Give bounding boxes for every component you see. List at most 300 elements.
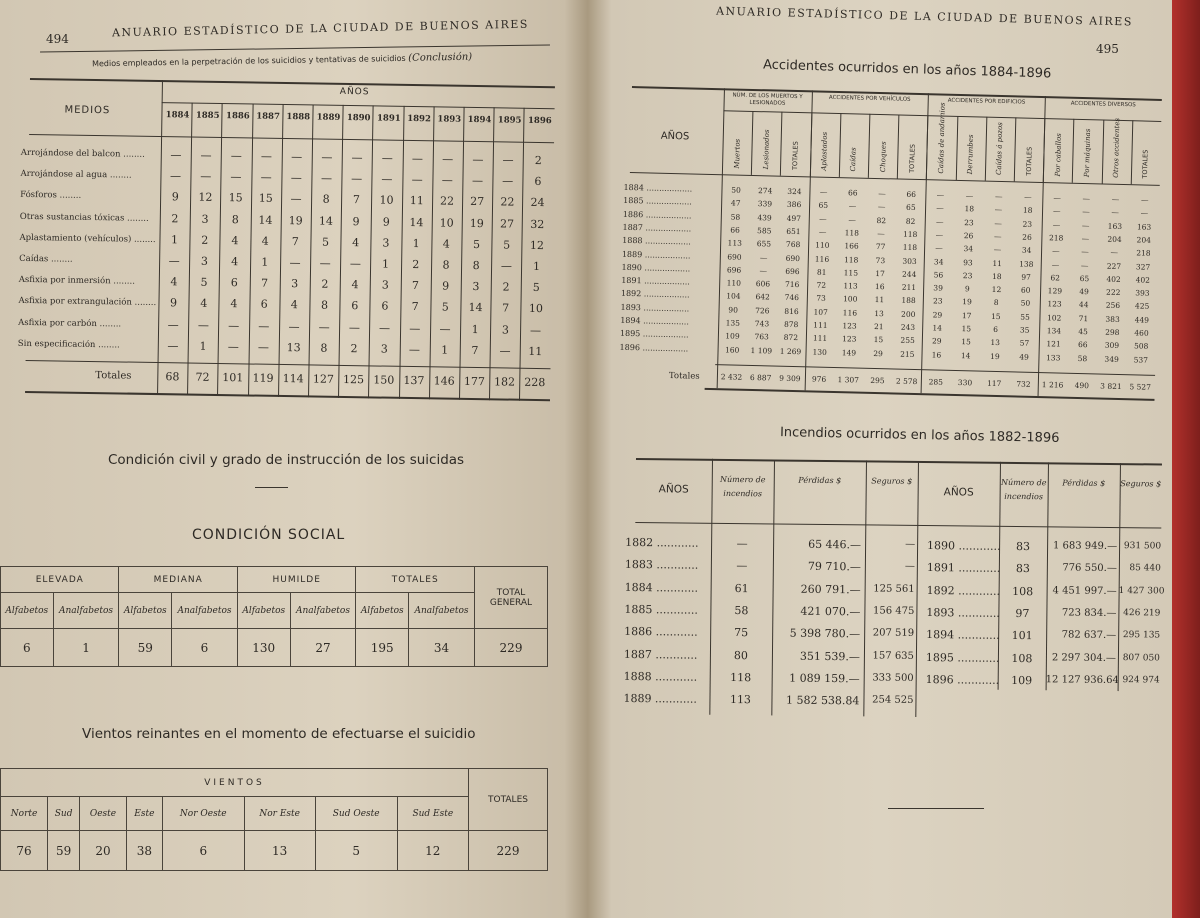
accidentes-cell: 218 bbox=[1136, 248, 1151, 258]
subcol-rule bbox=[809, 112, 812, 176]
accidentes-total-cell: 9 309 bbox=[779, 373, 801, 384]
col-mediana: MEDIANA bbox=[119, 567, 237, 593]
accidentes-year: 1895 .................. bbox=[619, 329, 689, 340]
accidentes-subcolumn-label: Por caballos bbox=[1053, 133, 1063, 177]
accidentes-cell: 726 bbox=[755, 305, 770, 316]
accidentes-cell: 116 bbox=[842, 307, 858, 318]
medios-cell: 14 bbox=[258, 213, 273, 227]
accidentes-cell: 642 bbox=[755, 292, 770, 302]
viento-value: 6 bbox=[162, 831, 244, 871]
medios-cell: 22 bbox=[500, 195, 515, 210]
medios-cell: 1 bbox=[471, 322, 479, 336]
accidentes-cell: 45 bbox=[1078, 326, 1088, 337]
accidentes-cell: 23 bbox=[964, 217, 974, 227]
accidentes-year: 1885 .................. bbox=[623, 196, 692, 207]
accidentes-cell: 73 bbox=[816, 293, 826, 304]
medios-cell: — bbox=[321, 150, 333, 164]
medios-cell: 3 bbox=[201, 212, 209, 226]
medios-cell: 19 bbox=[469, 216, 484, 230]
vientos-totales-header: TOTALES bbox=[469, 769, 548, 831]
col-totales: TOTALES bbox=[356, 567, 475, 593]
accidentes-cell: 77 bbox=[875, 242, 886, 252]
accidentes-cell: 123 bbox=[841, 334, 857, 344]
accidentes-total-cell: 976 bbox=[811, 374, 827, 384]
accidentes-cell: — bbox=[1111, 194, 1120, 204]
year-header: 1885 bbox=[195, 110, 220, 121]
vientos-direction-headers bbox=[1, 797, 548, 831]
medios-cell: 12 bbox=[198, 191, 213, 205]
viento-value: 20 bbox=[80, 831, 127, 871]
vientos-group-header: VIENTOS bbox=[1, 769, 469, 797]
viento-direction: Oeste bbox=[80, 797, 127, 831]
incendios-year: 1894 ............ bbox=[926, 628, 1000, 643]
accidentes-cell: 73 bbox=[875, 255, 886, 265]
accidentes-cell: 243 bbox=[900, 322, 916, 332]
medios-table-title: Medios empleados en la perpetración de los suicidios y tentativas de suicidios (Conclusión) bbox=[91, 51, 473, 69]
accidentes-cell: 34 bbox=[963, 244, 974, 254]
medios-cell: — bbox=[472, 152, 484, 167]
medios-cell: 4 bbox=[261, 234, 269, 248]
medios-cell: 14 bbox=[468, 301, 483, 315]
medios-cell: — bbox=[291, 150, 303, 164]
accidentes-cell: 460 bbox=[1134, 328, 1149, 338]
accidentes-total-cell: 5 527 bbox=[1129, 382, 1152, 392]
incendios-perdidas: 421 070.— bbox=[800, 604, 861, 619]
medios-total-cell: 228 bbox=[524, 375, 546, 390]
accidentes-cell: — bbox=[993, 231, 1002, 241]
year-header: 1890 bbox=[346, 112, 371, 124]
accidentes-cell: — bbox=[818, 227, 827, 237]
medios-cell: 13 bbox=[286, 340, 301, 355]
medios-row-label: Caídas ........ bbox=[19, 253, 73, 265]
medios-total-cell: 146 bbox=[433, 374, 455, 388]
viento-value: 76 bbox=[1, 831, 48, 871]
condicion-table: ELEVADA MEDIANA HUMILDE TOTALES TOTAL GENERAL Alfabetos Analfabetos Alfabetos Analfabetos Alfabetos Analfabetos Alfabetos Analfabetos 6 1 59 6 130 27 195 34 229 bbox=[0, 566, 548, 667]
accidentes-cell: 23 bbox=[932, 296, 943, 307]
accidentes-cell: 17 bbox=[875, 268, 885, 279]
accidentes-group-label: ACCIDENTES POR VEHÍCULOS bbox=[828, 94, 911, 103]
col-total-general: TOTAL GENERAL bbox=[475, 567, 548, 629]
medios-cell: — bbox=[409, 321, 421, 335]
accidentes-cell: — bbox=[1082, 194, 1091, 204]
accidentes-cell: 1 109 bbox=[750, 345, 773, 356]
medios-cell: 7 bbox=[260, 276, 269, 290]
accidentes-cell: 690 bbox=[785, 253, 801, 263]
accidentes-cell: — bbox=[994, 218, 1003, 228]
incendios-column-header: Número de incendios bbox=[719, 474, 766, 499]
medios-cell: 4 bbox=[230, 297, 238, 311]
medios-cell: 2 bbox=[412, 258, 420, 272]
accidentes-cell: 56 bbox=[933, 270, 944, 280]
accidentes-subcolumn-label: Derrumbes bbox=[966, 134, 976, 175]
medios-cell: 4 bbox=[351, 278, 359, 292]
accidentes-cell: 449 bbox=[1134, 315, 1150, 325]
accidentes-year: 1891 .................. bbox=[621, 275, 691, 287]
accidentes-total-cell: 732 bbox=[1016, 379, 1031, 389]
accidentes-cell: 62 bbox=[1050, 273, 1061, 283]
incendios-seguros: 85 440 bbox=[1129, 563, 1161, 574]
medios-cell: 2 bbox=[171, 211, 179, 225]
accidentes-cell: 58 bbox=[1077, 353, 1088, 363]
medios-cell: — bbox=[230, 149, 242, 163]
accidentes-cell: 29 bbox=[931, 336, 942, 346]
accidentes-cell: 655 bbox=[756, 239, 772, 249]
accidentes-cell: 111 bbox=[812, 333, 828, 344]
medios-cell: — bbox=[439, 322, 451, 336]
accidentes-cell: 16 bbox=[874, 282, 885, 292]
accidentes-cell: — bbox=[994, 205, 1003, 215]
accidentes-cell: 651 bbox=[786, 226, 801, 237]
medios-cell: 7 bbox=[411, 300, 419, 314]
accidentes-year: 1896 .................. bbox=[619, 342, 689, 354]
accidentes-year: 1884 .................. bbox=[623, 182, 693, 194]
accidentes-cell: 15 bbox=[990, 311, 1001, 321]
accidentes-cell: 35 bbox=[1019, 325, 1030, 335]
medios-cell: 15 bbox=[258, 192, 273, 206]
accidentes-cell: 743 bbox=[754, 319, 770, 329]
accidentes-cell: 200 bbox=[901, 309, 916, 319]
left-page bbox=[0, 0, 588, 918]
accidentes-cell: — bbox=[1080, 260, 1089, 270]
accidentes-year: 1894 .................. bbox=[620, 315, 690, 327]
accidentes-cell: 309 bbox=[1104, 340, 1120, 351]
incendios-num: 97 bbox=[1015, 606, 1030, 621]
incendios-year: 1891 ............ bbox=[926, 561, 1001, 576]
incendios-seguros: 254 525 bbox=[872, 694, 914, 707]
medios-cell: 3 bbox=[501, 323, 509, 337]
accidentes-subcolumn-label: Otros accidentes bbox=[1112, 117, 1122, 178]
medios-cell: 4 bbox=[231, 255, 239, 269]
incendios-seguros: 295 135 bbox=[1122, 630, 1161, 641]
accidentes-cell: 29 bbox=[873, 348, 884, 358]
medios-cell: — bbox=[529, 323, 542, 337]
viento-direction: Sud Este bbox=[397, 797, 468, 831]
accidentes-cell: 82 bbox=[876, 215, 887, 225]
accidentes-subcolumn-label: TOTALES bbox=[1024, 146, 1034, 176]
accidentes-cell: 110 bbox=[726, 278, 742, 288]
accidentes-cell: 71 bbox=[1078, 313, 1089, 323]
accidentes-cell: 14 bbox=[960, 350, 971, 360]
medios-cell: — bbox=[411, 152, 424, 166]
medios-cell: — bbox=[200, 148, 212, 162]
accidentes-cell: 118 bbox=[902, 242, 918, 253]
subcol-rule bbox=[1043, 118, 1046, 182]
incendios-num: — bbox=[736, 559, 748, 573]
left-running-header: ANUARIO ESTADÍSTICO DE LA CIUDAD DE BUENOS AIRES bbox=[111, 17, 529, 40]
subcol-rule bbox=[985, 117, 988, 181]
accidentes-cell: 11 bbox=[992, 258, 1003, 268]
accidentes-cell: — bbox=[1140, 195, 1149, 205]
subcol-rule bbox=[868, 114, 871, 178]
medios-cell: 1 bbox=[261, 255, 269, 269]
medios-total-cell: 125 bbox=[342, 372, 365, 387]
incendios-title: Incendios ocurridos en los años 1882-1896 bbox=[779, 425, 1060, 446]
medios-cell: — bbox=[441, 173, 453, 187]
accidentes-total-cell: 2 432 bbox=[720, 372, 743, 382]
medios-cell: 9 bbox=[169, 296, 178, 310]
medios-cell: 5 bbox=[503, 238, 511, 252]
accidentes-cell: — bbox=[994, 191, 1003, 202]
accidentes-cell: 107 bbox=[813, 307, 828, 317]
medios-cell: 2 bbox=[350, 341, 358, 355]
accidentes-cell: 497 bbox=[786, 213, 802, 223]
medios-total-cell: 127 bbox=[312, 372, 335, 386]
medios-cell: — bbox=[381, 172, 393, 186]
accidentes-cell: — bbox=[935, 230, 944, 240]
accidentes-cell: 606 bbox=[755, 279, 771, 289]
closing-rule bbox=[888, 808, 984, 809]
medios-cell: 7 bbox=[471, 343, 479, 357]
accidentes-cell: 763 bbox=[754, 332, 769, 342]
medios-row-label: Fósforos ........ bbox=[20, 190, 82, 202]
accidentes-cell: 402 bbox=[1135, 275, 1151, 285]
accidentes-cell: 17 bbox=[961, 310, 972, 321]
accidentes-cell: 66 bbox=[906, 189, 917, 199]
viento-direction: Nor Este bbox=[244, 797, 315, 831]
accidentes-cell: — bbox=[759, 265, 768, 276]
accidentes-row-header: AÑOS bbox=[660, 130, 690, 143]
medios-cell: 8 bbox=[322, 193, 330, 207]
subcol-rule bbox=[955, 116, 958, 180]
accidentes-group-label: ACCIDENTES DIVERSOS bbox=[1070, 100, 1136, 109]
accidentes-cell: 81 bbox=[816, 267, 827, 277]
medios-cell: 15 bbox=[228, 191, 243, 205]
year-header: 1892 bbox=[407, 113, 431, 125]
col-elevada: ELEVADA bbox=[1, 567, 119, 593]
accidentes-cell: 39 bbox=[933, 283, 944, 293]
medios-total-cell: 177 bbox=[463, 374, 485, 389]
medios-cell: 14 bbox=[409, 215, 424, 229]
incendios-column-header: AÑOS bbox=[943, 486, 974, 499]
year-header: 1894 bbox=[467, 114, 492, 126]
incendios-seguros: 125 561 bbox=[873, 583, 915, 595]
medios-cell: — bbox=[167, 317, 179, 331]
accidentes-cell: 160 bbox=[724, 344, 740, 355]
incendios-perdidas: 1 582 538.84 bbox=[785, 693, 860, 708]
medios-cell: 7 bbox=[411, 279, 420, 293]
medios-cell: — bbox=[502, 153, 514, 167]
accidentes-cell: — bbox=[935, 217, 944, 227]
accidentes-total-cell: 490 bbox=[1074, 380, 1090, 391]
medios-cell: 9 bbox=[442, 279, 450, 293]
medios-cell: — bbox=[167, 338, 179, 353]
medios-cell: 4 bbox=[290, 298, 298, 312]
accidentes-cell: — bbox=[848, 201, 857, 211]
accidentes-subcolumn-label: Caídas bbox=[849, 147, 858, 172]
medios-row-label: Asfixia por carbón ........ bbox=[18, 317, 122, 330]
incendios-perdidas: 776 550.— bbox=[1062, 562, 1117, 575]
medios-cell: — bbox=[168, 254, 180, 268]
accidentes-cell: 121 bbox=[1046, 339, 1061, 349]
medios-cell: 12 bbox=[529, 238, 545, 252]
medios-cell: 4 bbox=[231, 233, 239, 248]
year-header: 1893 bbox=[437, 114, 462, 125]
accidentes-cell: 537 bbox=[1133, 354, 1149, 365]
viento-direction: Norte bbox=[1, 797, 48, 831]
accidentes-subcolumn-label: TOTALES bbox=[790, 141, 800, 171]
medios-total-cell: 150 bbox=[373, 373, 395, 387]
accidentes-cell: 386 bbox=[786, 200, 802, 210]
medios-cell: 5 bbox=[532, 281, 540, 295]
viento-direction: Nor Oeste bbox=[162, 797, 244, 831]
medios-total-cell: 182 bbox=[493, 375, 516, 389]
accidentes-cell: 255 bbox=[900, 335, 915, 346]
incendios-year: 1890 ............ bbox=[927, 539, 1001, 553]
incendios-num: 113 bbox=[729, 693, 752, 707]
accidentes-cell: 696 bbox=[726, 265, 742, 275]
incendios-perdidas: 260 791.— bbox=[800, 582, 861, 596]
accidentes-group-label: ACCIDENTES POR EDIFICIOS bbox=[947, 97, 1026, 106]
medios-cell: 6 bbox=[230, 276, 238, 290]
medios-cell: 11 bbox=[409, 194, 424, 208]
viento-direction: Sud Oeste bbox=[315, 797, 397, 831]
medios-cell: 10 bbox=[379, 193, 394, 208]
accidentes-total-cell: 285 bbox=[928, 377, 944, 387]
accidentes-cell: — bbox=[1081, 247, 1089, 257]
medios-cell: 6 bbox=[351, 299, 359, 313]
accidentes-cell: 26 bbox=[1022, 232, 1032, 242]
incendios-table bbox=[623, 458, 1165, 708]
accidentes-cell: — bbox=[936, 203, 944, 213]
accidentes-cell: 383 bbox=[1105, 314, 1120, 324]
book-cover-edge bbox=[1172, 0, 1200, 918]
accidentes-cell: 116 bbox=[814, 254, 830, 264]
accidentes-cell: 696 bbox=[785, 266, 800, 276]
accidentes-subcolumn-label: Por máquinas bbox=[1082, 128, 1093, 178]
accidentes-cell: 218 bbox=[1048, 233, 1064, 243]
incendios-column-header: AÑOS bbox=[658, 483, 689, 496]
accidentes-cell: — bbox=[993, 245, 1002, 255]
medios-cell: 9 bbox=[382, 215, 390, 229]
incendios-year: 1892 ............ bbox=[926, 583, 1001, 598]
accidentes-cell: 93 bbox=[963, 257, 973, 267]
accidentes-cell: 816 bbox=[784, 306, 799, 316]
medios-cell: 3 bbox=[380, 342, 388, 356]
accidentes-cell: — bbox=[848, 214, 857, 225]
year-header: 1886 bbox=[225, 111, 250, 122]
accidentes-cell: 123 bbox=[842, 321, 857, 331]
incendios-num: 101 bbox=[1011, 629, 1033, 643]
viento-value: 5 bbox=[315, 831, 397, 871]
header-rule bbox=[40, 44, 550, 52]
medios-cell: 6 bbox=[260, 298, 268, 312]
medios-cell: — bbox=[230, 170, 242, 184]
medios-cell: 19 bbox=[288, 213, 303, 227]
medios-cell: — bbox=[197, 318, 210, 332]
year-header: 1895 bbox=[497, 115, 522, 126]
accidentes-cell: 118 bbox=[844, 228, 860, 238]
accidentes-subcolumn-label: Muertos bbox=[732, 138, 742, 169]
medios-row-label: Asfixia por extrangulación ........ bbox=[18, 296, 157, 309]
accidentes-cell: — bbox=[936, 190, 945, 200]
accidentes-cell: 111 bbox=[813, 320, 828, 330]
medios-cell: 6 bbox=[534, 175, 542, 189]
medios-total-cell: 114 bbox=[282, 372, 304, 386]
accidentes-cell: 244 bbox=[901, 269, 917, 279]
accidentes-cell: — bbox=[1082, 207, 1090, 217]
accidentes-cell: — bbox=[1081, 233, 1090, 244]
medios-row-label: Aplastamiento (vehículos) ........ bbox=[19, 232, 156, 245]
accidentes-cell: 163 bbox=[1107, 221, 1123, 231]
anos-group-header: AÑOS bbox=[339, 86, 370, 98]
incendios-year: 1887 ............ bbox=[623, 647, 698, 662]
incendios-perdidas: 65 446.— bbox=[808, 537, 862, 552]
accidentes-cell: 72 bbox=[816, 280, 827, 290]
accidentes-total-cell: 6 887 bbox=[749, 372, 772, 383]
accidentes-year: 1890 .................. bbox=[621, 262, 691, 274]
accidentes-cell: 49 bbox=[1019, 352, 1029, 362]
medios-cell: — bbox=[228, 318, 240, 332]
medios-cell: 7 bbox=[291, 234, 299, 249]
medios-cell: — bbox=[471, 174, 484, 188]
accidentes-cell: 163 bbox=[1136, 221, 1152, 232]
incendios-year: 1896 ............ bbox=[925, 672, 1000, 687]
incendios-seguros: 807 050 bbox=[1122, 652, 1160, 663]
subcol-rule bbox=[1014, 117, 1017, 181]
accidentes-cell: 100 bbox=[842, 294, 858, 304]
incendios-num: 80 bbox=[733, 648, 749, 662]
subcol-rule bbox=[1101, 120, 1104, 184]
accidentes-cell: 215 bbox=[900, 349, 915, 359]
incendios-num: 108 bbox=[1011, 651, 1033, 665]
accidentes-total-cell: 1 216 bbox=[1041, 380, 1064, 390]
medios-cell: — bbox=[319, 256, 331, 270]
accidentes-cell: — bbox=[1051, 259, 1060, 269]
medios-cell: — bbox=[260, 149, 273, 163]
medios-cell: 1 bbox=[199, 339, 207, 353]
accidentes-cell: 16 bbox=[931, 349, 942, 360]
total-general-value: 229 bbox=[475, 629, 548, 667]
medios-cell: 2 bbox=[321, 277, 329, 291]
accidentes-cell: 1 269 bbox=[779, 346, 802, 356]
accidentes-cell: 227 bbox=[1106, 261, 1122, 271]
accidentes-title: Accidentes ocurridos en los años 1884-1896 bbox=[762, 57, 1052, 82]
medios-row-label: Arrojándose del balcon ........ bbox=[20, 147, 145, 160]
medios-cell: 1 bbox=[441, 343, 449, 357]
medios-cell: 4 bbox=[170, 275, 178, 289]
accidentes-cell: 324 bbox=[787, 186, 802, 197]
medios-cell: 1 bbox=[170, 233, 179, 247]
accidentes-cell: 878 bbox=[783, 319, 799, 330]
subcol-rule bbox=[839, 113, 842, 177]
medios-cell: — bbox=[379, 321, 391, 335]
accidentes-total-cell: 1 307 bbox=[837, 375, 860, 385]
medios-row-label: Asfixia por inmersión ........ bbox=[18, 275, 136, 287]
accidentes-cell: 97 bbox=[1021, 272, 1031, 282]
medios-cell: — bbox=[351, 151, 363, 165]
accidentes-cell: 65 bbox=[818, 200, 829, 211]
medios-cell: 22 bbox=[439, 194, 455, 209]
medios-cell: 14 bbox=[318, 214, 333, 228]
medios-cell: 4 bbox=[352, 235, 360, 249]
accidentes-cell: 768 bbox=[785, 239, 801, 250]
accidentes-cell: 82 bbox=[905, 216, 916, 226]
accidentes-cell: 34 bbox=[1021, 245, 1032, 255]
incendios-seguros: 156 475 bbox=[872, 605, 915, 617]
accidentes-cell: 8 bbox=[993, 298, 999, 308]
accidentes-cell: — bbox=[1052, 219, 1061, 230]
accidentes-cell: 13 bbox=[990, 338, 1001, 348]
subcol-rule bbox=[1072, 119, 1075, 183]
accidentes-cell: 49 bbox=[1079, 287, 1089, 297]
accidentes-year: 1889 .................. bbox=[621, 249, 691, 260]
accidentes-cell: 149 bbox=[841, 347, 857, 358]
accidentes-total-cell: 3 821 bbox=[1100, 381, 1122, 392]
medios-cell: 11 bbox=[528, 344, 543, 358]
incendios-num: 75 bbox=[734, 626, 749, 640]
incendios-seguros: 1 427 300 bbox=[1118, 585, 1165, 597]
medios-cell: — bbox=[318, 320, 330, 334]
